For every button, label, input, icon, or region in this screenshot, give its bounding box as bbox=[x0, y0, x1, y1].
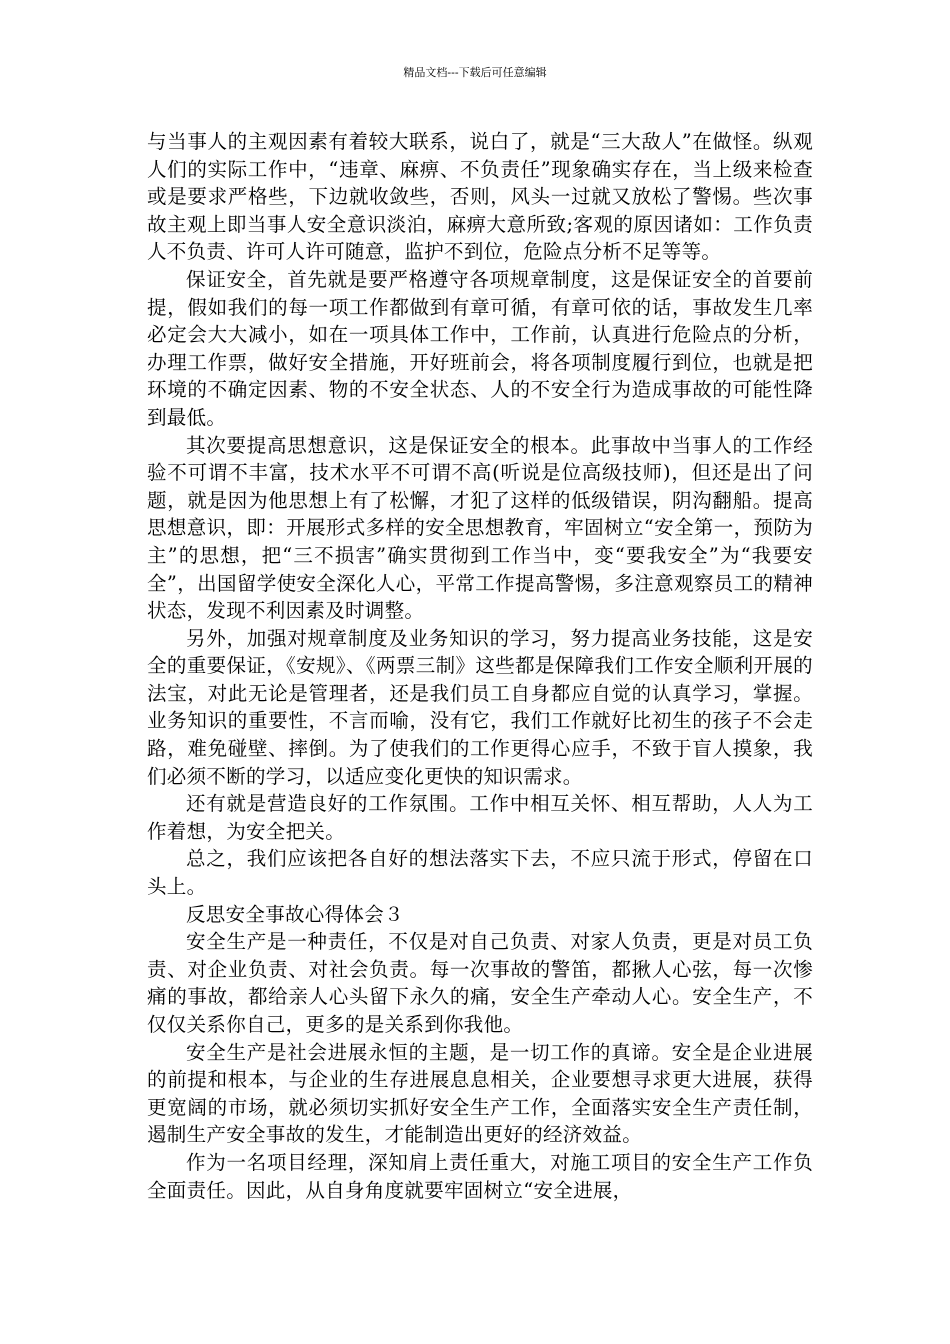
document-body bbox=[147, 128, 813, 1204]
paragraph: 总之，我们应该把各自好的想法落实下去，不应只流于形式，停留在口头上。 bbox=[147, 847, 813, 899]
paragraph: 另外，加强对规章制度及业务知识的学习，努力提高业务技能，这是安全的重要保证，《安规》、《两票三制》这些都是保障我们工作安全顺利开展的法宝，对此无论是管理者，还是我们员工自身都应自觉的认真学习，掌握。业务知识的重要性，不言而喻，没有它，我们工作就好比初生的孩子不会走路，难免碰壁、摔倒。为了使我们的工作更得心应手，不致于盲人摸象，我们必须不断的学习，以适应变化更快的知识需求。 bbox=[147, 626, 813, 788]
paragraph: 还有就是营造良好的工作氛围。工作中相互关怀、相互帮助，人人为工作着想，为安全把关。 bbox=[147, 792, 813, 843]
paragraph: 作为一名项目经理，深知肩上责任重大，对施工项目的安全生产工作负全面责任。因此，从自身角度就要牢固树立“安全进展， bbox=[147, 1150, 813, 1202]
page-header: 精品文档---下载后可任意编辑 bbox=[403, 66, 547, 79]
paragraph: 安全生产是社会进展永恒的主题，是一切工作的真谛。安全是企业进展的前提和根本，与企业的生存进展息息相关，企业要想寻求更大进展，获得更宽阔的市场，就必须切实抓好安全生产工作，全面落实安全生产责任制，遏制生产安全事故的发生，才能制造出更好的经济效益。 bbox=[147, 1040, 813, 1147]
paragraph: 其次要提高思想意识，这是保证安全的根本。此事故中当事人的工作经验不可谓不丰富，技术水平不可谓不高(听说是位高级技师)，但还是出了问题，就是因为他思想上有了松懈，才犯了这样的低级错误，阴沟翻船。提高思想意识，即：开展形式多样的安全思想教育，牢固树立“安全第一，预防为主”的思想，把“三不损害”确实贯彻到工作当中，变“要我安全”为“我要安全”，出国留学使安全深化人心，平常工作提高警惕，多注意观察员工的精神状态，发现不利因素及时调整。 bbox=[147, 433, 813, 623]
paragraph: 与当事人的主观因素有着较大联系，说白了，就是“三大敌人”在做怪。纵观人们的实际工作中，“违章、麻痹、不负责任”现象确实存在，当上级来检查或是要求严格些，下边就收敛些，否则，风头一过就又放松了警惕。些次事故主观上即当事人安全意识淡泊，麻痹大意所致;客观的原因诸如：工作负责人不负责、许可人许可随意，监护不到位，危险点分析不足等等。 bbox=[147, 130, 813, 264]
paragraph: 保证安全，首先就是要严格遵守各项规章制度，这是保证安全的首要前提，假如我们的每一项工作都做到有章可循，有章可依的话，事故发生几率必定会大大减小，如在一项具体工作中，工作前，认真进行危险点的分析，办理工作票，做好安全措施，开好班前会，将各项制度履行到位，也就是把环境的不确定因素、物的不安全状态、人的不安全行为造成事故的可能性降到最低。 bbox=[147, 267, 813, 429]
section-heading: 反思安全事故心得体会３ bbox=[186, 902, 404, 926]
paragraph: 安全生产是一种责任，不仅是对自己负责、对家人负责，更是对员工负责、对企业负责、对社会负责。每一次事故的警笛，都揪人心弦，每一次惨痛的事故，都给亲人心头留下永久的痛，安全生产牵动人心。安全生产，不仅仅关系你自己，更多的是关系到你我他。 bbox=[147, 930, 813, 1036]
